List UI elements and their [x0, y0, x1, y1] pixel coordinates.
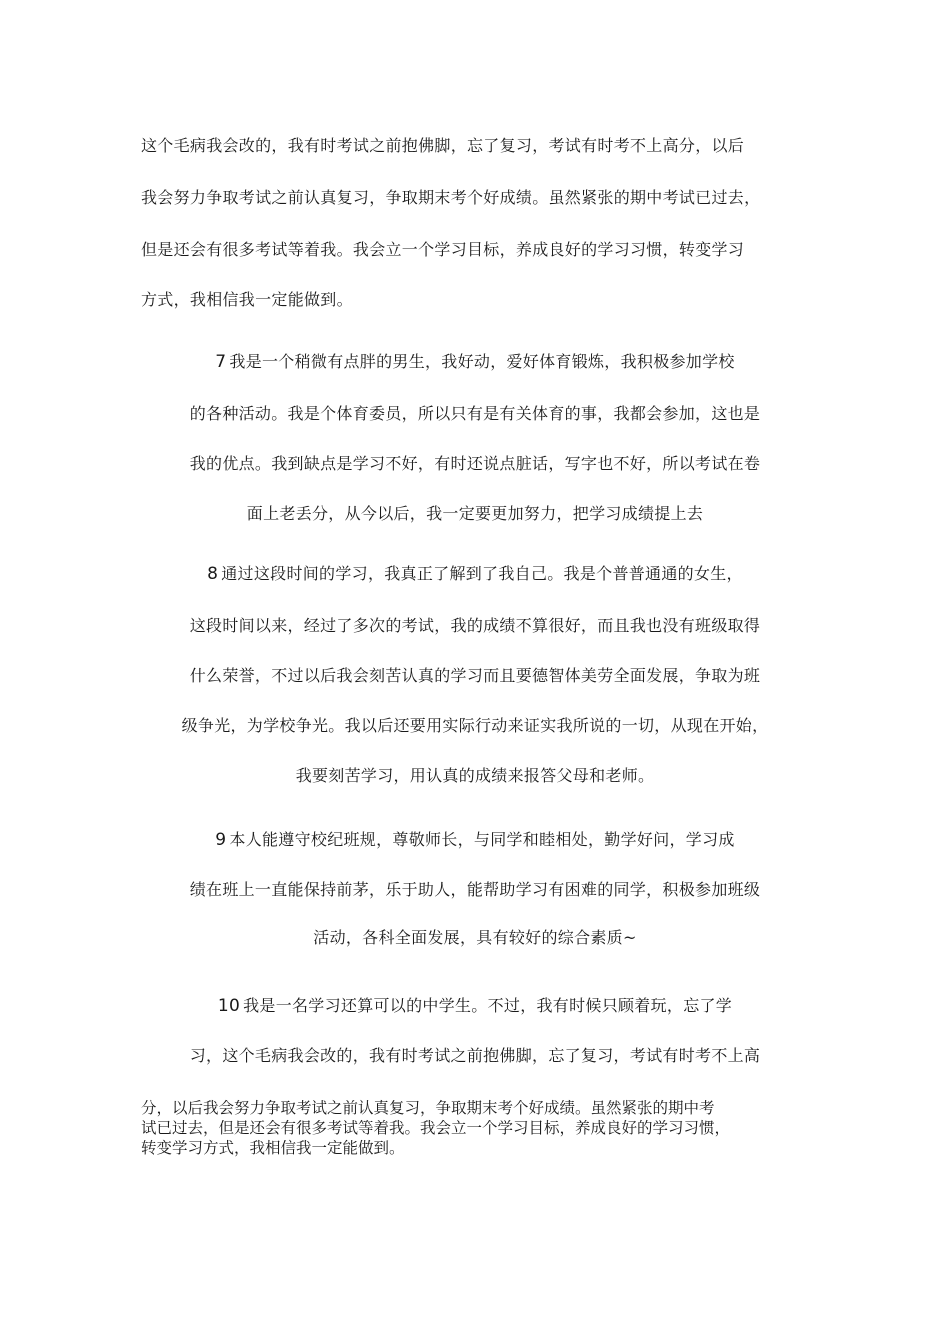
- paragraph-line: 习，这个毛病我会改的，我有时考试之前抱佛脚，忘了复习，考试有时考不上高: [189, 1046, 761, 1065]
- item-number: 7: [215, 352, 227, 372]
- paragraph-line: 的各种活动。我是个体育委员，所以只有是有关体育的事，我都会参加，这也是: [189, 404, 761, 423]
- paragraph-line: 什么荣誉，不过以后我会刻苦认真的学习而且要德智体美劳全面发展，争取为班: [189, 666, 761, 685]
- item-number: 8: [207, 564, 219, 584]
- paragraph-line: 这段时间以来，经过了多次的考试，我的成绩不算很好，而且我也没有班级取得: [189, 616, 761, 635]
- paragraph-line: 活动，各科全面发展，具有较好的综合素质~: [313, 928, 637, 947]
- paragraph-line: 面上老丢分，从今以后，我一定要更加努力，把学习成绩提上去: [246, 504, 704, 523]
- paragraph-line: 方式，我相信我一定能做到。: [141, 290, 353, 309]
- paragraph-line: 绩在班上一直能保持前茅，乐于助人，能帮助学习有困难的同学，积极参加班级: [189, 880, 761, 899]
- item-10-first-line: 10 我是一名学习还算可以的中学生。不过，我有时候只顾着玩，忘了学: [217, 996, 733, 1016]
- paragraph-line: 转变学习方式，我相信我一定能做到。: [141, 1139, 405, 1157]
- paragraph-line: 我的优点。我到缺点是学习不好，有时还说点脏话，写字也不好，所以考试在卷: [189, 454, 761, 473]
- item-number: 9: [215, 830, 227, 850]
- item-7-first-line: 7 我是一个稍微有点胖的男生，我好动，爱好体育锻炼，我积极参加学校: [215, 352, 735, 372]
- paragraph-line: 这个毛病我会改的，我有时考试之前抱佛脚，忘了复习，考试有时考不上高分，以后: [141, 136, 745, 155]
- paragraph-line: 试已过去，但是还会有很多考试等着我。我会立一个学习目标，养成良好的学习习惯，: [141, 1119, 731, 1137]
- item-9-first-line: 9 本人能遵守校纪班规，尊敬师长，与同学和睦相处，勤学好问，学习成: [215, 830, 735, 850]
- item-number: 10: [217, 996, 241, 1016]
- paragraph-line: 我会努力争取考试之前认真复习，争取期末考个好成绩。虽然紧张的期中考试已过去，: [141, 188, 761, 207]
- paragraph-line: 级争光，为学校争光。我以后还要用实际行动来证实我所说的一切，从现在开始，: [181, 716, 769, 735]
- item-8-first-line: 8 通过这段时间的学习，我真正了解到了我自己。我是个普普通通的女生，: [207, 564, 743, 584]
- paragraph-line: 我要刻苦学习，用认真的成绩来报答父母和老师。: [295, 766, 655, 785]
- paragraph-line: 分，以后我会努力争取考试之前认真复习，争取期末考个好成绩。虽然紧张的期中考: [141, 1099, 715, 1117]
- paragraph-line: 但是还会有很多考试等着我。我会立一个学习目标，养成良好的学习习惯，转变学习: [141, 240, 745, 259]
